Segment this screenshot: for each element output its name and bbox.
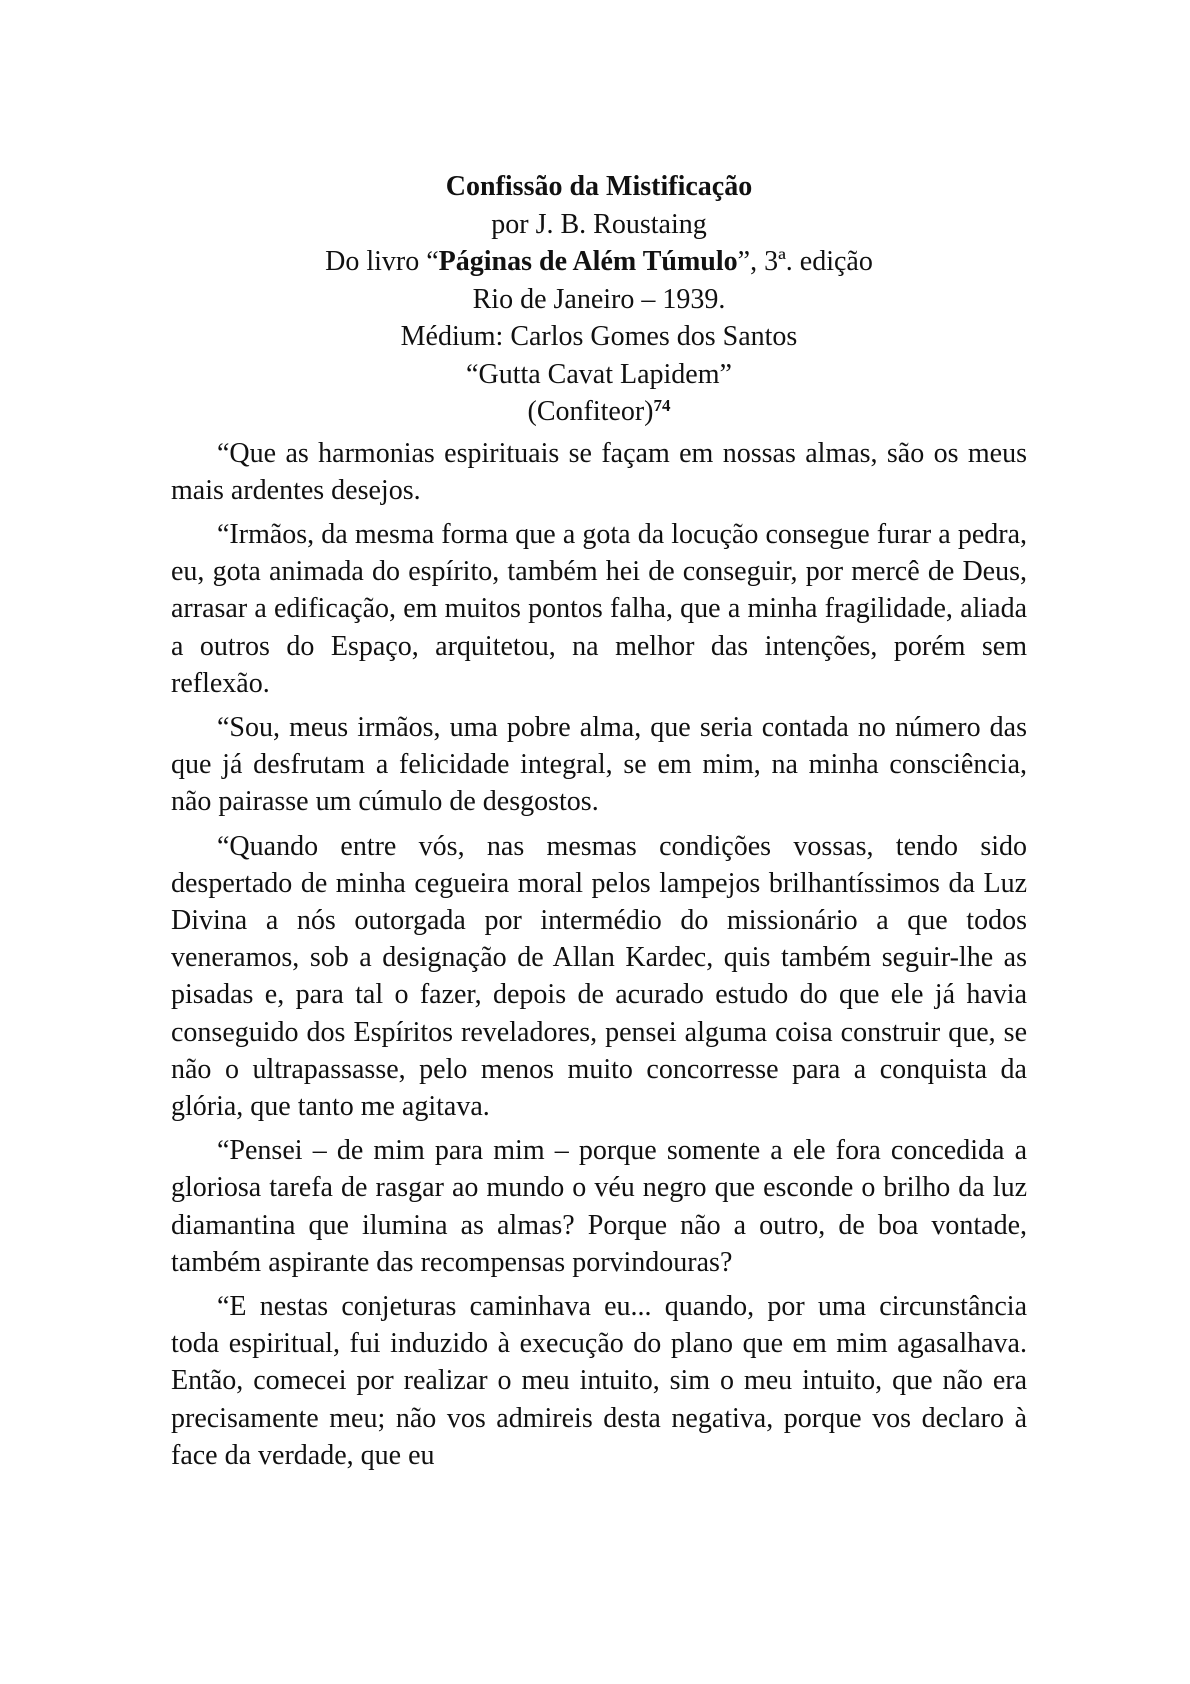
source-line	[171, 243, 1027, 281]
subtitle: (Confiteor)	[527, 396, 654, 427]
source-suffix: ”, 3ª. edição	[737, 246, 873, 277]
paragraph: “Quando entre vós, nas mesmas condições vossas, tendo sido despertado de minha cegueira moral pelos lampejos brilhantíssimos da Luz Divina a nós outorgada por intermédio do missionário a que todos veneramos, sob a designação de Allan Kardec, quis também seguir-lhe as pisadas e, para tal o fazer, depois de acurado estudo do que ele já havia conseguido dos Espíritos reveladores, pensei alguma coisa construir que, se não o ultrapassasse, pelo menos muito concorresse para a conquista da glória, que tanto me agitava.	[171, 830, 1027, 1122]
paragraph: “Irmãos, da mesma forma que a gota da locução consegue furar a pedra, eu, gota animada do espírito, também hei de conseguir, por mercê de Deus, arrasar a edificação, em muitos pontos falha, que a minha fragilidade, aliada a outros do Espaço, arquitetou, na melhor das intenções, porém sem reflexão.	[171, 518, 1027, 699]
paragraph: “E nestas conjeturas caminhava eu... quando, por uma circunstância toda espiritual, fui induzido à execução do plano que em mim agasalhava. Então, comecei por realizar o meu intuito, sim o meu intuito, que não era precisamente meu; não vos admireis desta negativa, porque vos declaro à face da verdade, que eu	[171, 1290, 1027, 1471]
subtitle-line	[171, 393, 1027, 431]
chapter-title: Confissão da Mistificação	[445, 171, 753, 202]
paragraph: “Sou, meus irmãos, uma pobre alma, que seria contada no número das que já desfrutam a felicidade integral, se em mim, na minha consciência, não pairasse um cúmulo de desgostos.	[171, 711, 1027, 818]
paragraph: “Que as harmonias espirituais se façam em nossas almas, são os meus mais ardentes desejos.	[171, 437, 1027, 506]
paragraph: “Pensei – de mim para mim – porque somente a ele fora concedida a gloriosa tarefa de rasgar ao mundo o véu negro que esconde o brilho da luz diamantina que ilumina as almas? Porque não a outro, de boa vontade, também aspirante das recompensas porvindouras?	[171, 1135, 1027, 1278]
author-line: por J. B. Roustaing	[491, 208, 707, 240]
source-prefix: Do livro “	[325, 246, 439, 277]
motto-line: “Gutta Cavat Lapidem”	[466, 358, 732, 390]
source-book-title: Páginas de Além Túmulo	[438, 246, 738, 277]
place-year-line: Rio de Janeiro – 1939.	[472, 283, 726, 315]
footnote-reference: 74	[653, 396, 671, 415]
medium-line: Médium: Carlos Gomes dos Santos	[400, 321, 798, 352]
chapter-header	[171, 168, 1027, 431]
document-page	[171, 168, 1027, 1481]
body-text	[171, 435, 1027, 1474]
